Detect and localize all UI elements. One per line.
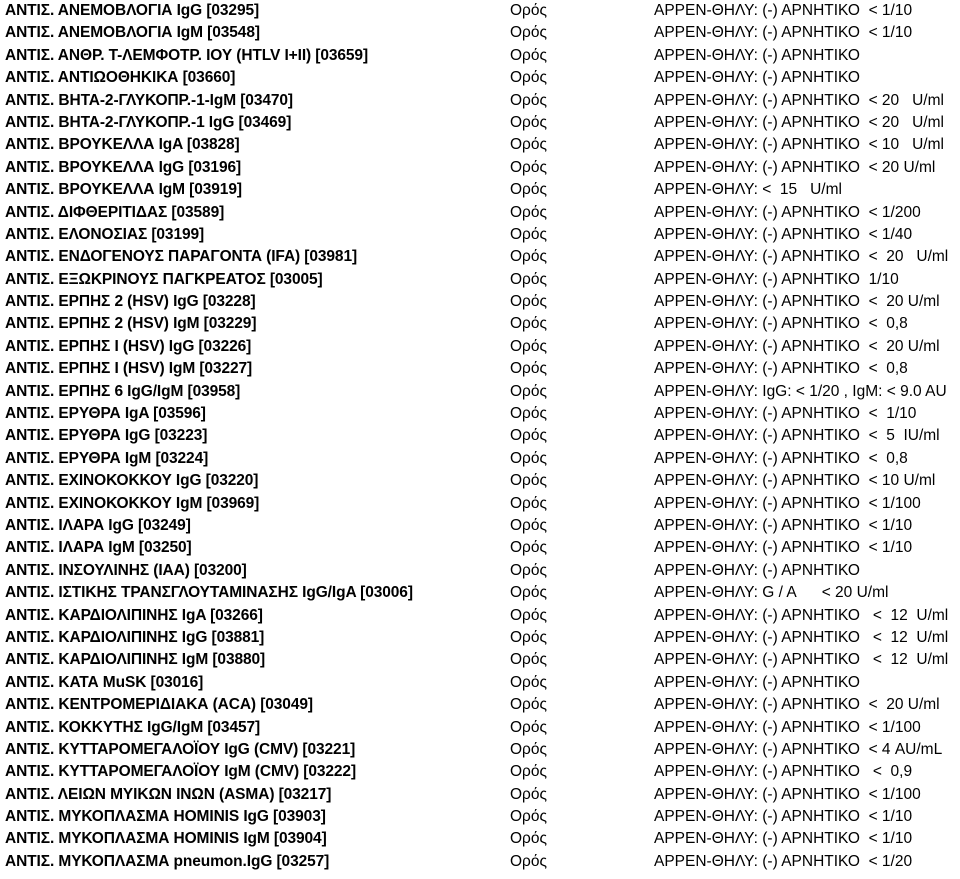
table-row — [0, 627, 960, 649]
test-name: ΑΝΤΙΣ. ΒΗΤΑ-2-ΓΛΥΚΟΠΡ.-1-IgM [03470] — [5, 91, 293, 109]
sample-type: Ορός — [510, 673, 547, 691]
test-name: ΑΝΤΙΣ. ΕΛΟΝΟΣΙΑΣ [03199] — [5, 225, 205, 243]
test-name: ΑΝΤΙΣ. ΑΝΕΜΟΒΛΟΓΙΑ IgM [03548] — [5, 24, 260, 42]
reference-range: ΑΡΡΕΝ-ΘΗΛΥ: (-) ΑΡΝΗΤΙΚΟ < 1/10 — [654, 830, 913, 848]
sample-type: Ορός — [510, 808, 547, 826]
sample-type: Ορός — [510, 852, 547, 870]
table-row — [0, 784, 960, 806]
test-name: ΑΝΤΙΣ. ΒΡΟΥΚΕΛΛΑ IgA [03828] — [5, 136, 240, 154]
table-row — [0, 582, 960, 604]
sample-type: Ορός — [510, 785, 547, 803]
table-row — [0, 90, 960, 112]
table-row — [0, 806, 960, 828]
reference-range: ΑΡΡΕΝ-ΘΗΛΥ: (-) ΑΡΝΗΤΙΚΟ < 1/10 — [654, 405, 917, 423]
table-row — [0, 179, 960, 201]
reference-range: ΑΡΡΕΝ-ΘΗΛΥ: (-) ΑΡΝΗΤΙΚΟ < 1/20 — [654, 852, 913, 870]
table-row — [0, 313, 960, 335]
sample-type: Ορός — [510, 696, 547, 714]
sample-type: Ορός — [510, 740, 547, 758]
reference-range: ΑΡΡΕΝ-ΘΗΛΥ: (-) ΑΡΝΗΤΙΚΟ < 4 AU/mL — [654, 740, 943, 758]
test-name: ΑΝΤΙΣ. ΕΡΠΗΣ 2 (HSV) IgG [03228] — [5, 293, 256, 311]
table-row — [0, 448, 960, 470]
sample-type: Ορός — [510, 539, 547, 557]
test-name: ΑΝΤΙΣ. ΕΡΥΘΡΑ IgA [03596] — [5, 405, 206, 423]
reference-range: ΑΡΡΕΝ-ΘΗΛΥ: (-) ΑΡΝΗΤΙΚΟ < 20 U/ml — [654, 696, 940, 714]
table-row — [0, 717, 960, 739]
sample-type: Ορός — [510, 382, 547, 400]
table-row — [0, 358, 960, 380]
test-name: ΑΝΤΙΣ. ΜΥΚΟΠΛΑΣΜΑ pneumon.IgG [03257] — [5, 852, 330, 870]
reference-range: ΑΡΡΕΝ-ΘΗΛΥ: (-) ΑΡΝΗΤΙΚΟ < 1/200 — [654, 203, 921, 221]
test-name: ΑΝΤΙΣ. ΕΧΙΝΟΚΟΚΚΟΥ IgM [03969] — [5, 494, 260, 512]
table-row — [0, 381, 960, 403]
test-name: ΑΝΤΙΣ. ΚΥΤΤΑΡΟΜΕΓΑΛΟΪΟΥ IgM (CMV) [03222] — [5, 763, 357, 781]
reference-range: ΑΡΡΕΝ-ΘΗΛΥ: (-) ΑΡΝΗΤΙΚΟ < 1/40 — [654, 225, 913, 243]
sample-type: Ορός — [510, 2, 547, 19]
sample-type: Ορός — [510, 763, 547, 781]
sample-type: Ορός — [510, 136, 547, 154]
test-name: ΑΝΤΙΣ. ΕΡΥΘΡΑ IgM [03224] — [5, 449, 209, 467]
test-name: ΑΝΤΙΣ. ΜΥΚΟΠΛΑΣΜΑ HOMINIS IgM [03904] — [5, 830, 327, 848]
table-row — [0, 493, 960, 515]
reference-range: ΑΡΡΕΝ-ΘΗΛΥ: (-) ΑΡΝΗΤΙΚΟ < 1/10 — [654, 808, 913, 826]
sample-type: Ορός — [510, 69, 547, 87]
sample-type: Ορός — [510, 561, 547, 579]
reference-range: ΑΡΡΕΝ-ΘΗΛΥ: (-) ΑΡΝΗΤΙΚΟ — [654, 46, 860, 64]
reference-range: ΑΡΡΕΝ-ΘΗΛΥ: (-) ΑΡΝΗΤΙΚΟ < 20 U/ml — [654, 293, 940, 311]
test-name: ΑΝΤΙΣ. ΛΕΙΩΝ ΜΥΙΚΩΝ ΙΝΩΝ (ASMA) [03217] — [5, 785, 332, 803]
sample-type: Ορός — [510, 337, 547, 355]
reference-range: ΑΡΡΕΝ-ΘΗΛΥ: (-) ΑΡΝΗΤΙΚΟ < 5 IU/ml — [654, 427, 940, 445]
test-name: ΑΝΤΙΣ. ΑΝΘΡ. Τ-ΛΕΜΦΟΤΡ. ΙΟΥ (HTLV I+II) [03659] — [5, 46, 369, 64]
table-row — [0, 45, 960, 67]
table-row — [0, 403, 960, 425]
reference-range: ΑΡΡΕΝ-ΘΗΛΥ: (-) ΑΡΝΗΤΙΚΟ < 1/100 — [654, 785, 921, 803]
table-row — [0, 112, 960, 134]
reference-range: ΑΡΡΕΝ-ΘΗΛΥ: (-) ΑΡΝΗΤΙΚΟ < 0,8 — [654, 360, 908, 378]
test-name: ΑΝΤΙΣ. ΙΝΣΟΥΛΙΝΗΣ (IAA) [03200] — [5, 561, 247, 579]
sample-type: Ορός — [510, 718, 547, 736]
test-name: ΑΝΤΙΣ. ΔΙΦΘΕΡΙΤΙΔΑΣ [03589] — [5, 203, 225, 221]
reference-range: ΑΡΡΕΝ-ΘΗΛΥ: (-) ΑΡΝΗΤΙΚΟ 1/10 — [654, 270, 899, 288]
table-row — [0, 672, 960, 694]
sample-type: Ορός — [510, 628, 547, 646]
sample-type: Ορός — [510, 449, 547, 467]
table-row — [0, 202, 960, 224]
reference-range: ΑΡΡΕΝ-ΘΗΛΥ: (-) ΑΡΝΗΤΙΚΟ < 0,8 — [654, 315, 908, 333]
reference-range: ΑΡΡΕΝ-ΘΗΛΥ: (-) ΑΡΝΗΤΙΚΟ < 0,9 — [654, 763, 913, 781]
table-row — [0, 0, 960, 22]
test-name: ΑΝΤΙΣ. ΑΝΕΜΟΒΛΟΓΙΑ IgG [03295] — [5, 2, 260, 19]
sample-type: Ορός — [510, 203, 547, 221]
sample-type: Ορός — [510, 270, 547, 288]
sample-type: Ορός — [510, 472, 547, 490]
test-name: ΑΝΤΙΣ. ΙΛΑΡΑ IgM [03250] — [5, 539, 192, 557]
sample-type: Ορός — [510, 225, 547, 243]
test-name: ΑΝΤΙΣ. ΚΟΚΚΥΤΗΣ IgG/IgM [03457] — [5, 718, 261, 736]
table-row — [0, 828, 960, 850]
reference-range: ΑΡΡΕΝ-ΘΗΛΥ: (-) ΑΡΝΗΤΙΚΟ < 20 U/ml — [654, 337, 940, 355]
reference-range: ΑΡΡΕΝ-ΘΗΛΥ: (-) ΑΡΝΗΤΙΚΟ — [654, 561, 860, 579]
table-row — [0, 560, 960, 582]
reference-range: ΑΡΡΕΝ-ΘΗΛΥ: (-) ΑΡΝΗΤΙΚΟ < 0,8 — [654, 449, 908, 467]
sample-type: Ορός — [510, 315, 547, 333]
table-row — [0, 67, 960, 89]
table-row — [0, 425, 960, 447]
test-name: ΑΝΤΙΣ. ΚΑΡΔΙΟΛΙΠΙΝΗΣ IgA [03266] — [5, 606, 263, 624]
test-name: ΑΝΤΙΣ. ΚΕΝΤΡΟΜΕΡΙΔΙΑΚΑ (ACA) [03049] — [5, 696, 313, 714]
sample-type: Ορός — [510, 651, 547, 669]
reference-range: ΑΡΡΕΝ-ΘΗΛΥ: G / A < 20 U/ml — [654, 584, 889, 602]
table-row — [0, 134, 960, 156]
reference-range: ΑΡΡΕΝ-ΘΗΛΥ: (-) ΑΡΝΗΤΙΚΟ < 12 U/ml — [654, 651, 949, 669]
test-name: ΑΝΤΙΣ. ΙΛΑΡΑ IgG [03249] — [5, 516, 191, 534]
test-name: ΑΝΤΙΣ. ΒΡΟΥΚΕΛΛΑ IgM [03919] — [5, 181, 242, 199]
test-name: ΑΝΤΙΣ. ΒΡΟΥΚΕΛΛΑ IgG [03196] — [5, 158, 242, 176]
table-row — [0, 157, 960, 179]
sample-type: Ορός — [510, 360, 547, 378]
sample-type: Ορός — [510, 405, 547, 423]
table-row — [0, 537, 960, 559]
table-row — [0, 515, 960, 537]
table-row — [0, 761, 960, 783]
sample-type: Ορός — [510, 181, 547, 199]
reference-range: ΑΡΡΕΝ-ΘΗΛΥ: (-) ΑΡΝΗΤΙΚΟ < 1/100 — [654, 494, 921, 512]
table-row — [0, 851, 960, 873]
reference-range: ΑΡΡΕΝ-ΘΗΛΥ: (-) ΑΡΝΗΤΙΚΟ < 1/10 — [654, 539, 913, 557]
sample-type: Ορός — [510, 113, 547, 131]
test-name: ΑΝΤΙΣ. ΜΥΚΟΠΛΑΣΜΑ HOMINIS IgG [03903] — [5, 808, 326, 826]
test-name: ΑΝΤΙΣ. ΚΥΤΤΑΡΟΜΕΓΑΛΟΪΟΥ IgG (CMV) [03221] — [5, 740, 356, 758]
test-name: ΑΝΤΙΣ. ΕΧΙΝΟΚΟΚΚΟΥ IgG [03220] — [5, 472, 259, 490]
test-name: ΑΝΤΙΣ. ΚΑΡΔΙΟΛΙΠΙΝΗΣ IgM [03880] — [5, 651, 266, 669]
test-name: ΑΝΤΙΣ. ΙΣΤΙΚΗΣ ΤΡΑΝΣΓΛΟΥΤΑΜΙΝΑΣΗΣ IgG/IgA [03006] — [5, 584, 413, 602]
table-row — [0, 739, 960, 761]
table-row — [0, 291, 960, 313]
reference-range: ΑΡΡΕΝ-ΘΗΛΥ: (-) ΑΡΝΗΤΙΚΟ < 1/10 — [654, 516, 913, 534]
test-name: ΑΝΤΙΣ. ΕΡΥΘΡΑ IgG [03223] — [5, 427, 208, 445]
table-row — [0, 649, 960, 671]
sample-type: Ορός — [510, 293, 547, 311]
reference-range: ΑΡΡΕΝ-ΘΗΛΥ: (-) ΑΡΝΗΤΙΚΟ < 12 U/ml — [654, 606, 949, 624]
table-row — [0, 269, 960, 291]
table-row — [0, 694, 960, 716]
test-name: ΑΝΤΙΣ. ΕΝΔΟΓΕΝΟΥΣ ΠΑΡΑΓΟΝΤΑ (IFA) [03981] — [5, 248, 358, 266]
reference-range: ΑΡΡΕΝ-ΘΗΛΥ: (-) ΑΡΝΗΤΙΚΟ < 1/100 — [654, 718, 921, 736]
table-row — [0, 22, 960, 44]
sample-type: Ορός — [510, 584, 547, 602]
table-row — [0, 605, 960, 627]
reference-range: ΑΡΡΕΝ-ΘΗΛΥ: (-) ΑΡΝΗΤΙΚΟ — [654, 673, 860, 691]
test-name: ΑΝΤΙΣ. ΕΡΠΗΣ 6 IgG/IgM [03958] — [5, 382, 241, 400]
sample-type: Ορός — [510, 830, 547, 848]
test-name: ΑΝΤΙΣ. ΒΗΤΑ-2-ΓΛΥΚΟΠΡ.-1 IgG [03469] — [5, 113, 292, 131]
sample-type: Ορός — [510, 158, 547, 176]
sample-type: Ορός — [510, 427, 547, 445]
sample-type: Ορός — [510, 91, 547, 109]
reference-range: ΑΡΡΕΝ-ΘΗΛΥ: (-) ΑΡΝΗΤΙΚΟ < 20 U/ml — [654, 248, 949, 266]
reference-range: ΑΡΡΕΝ-ΘΗΛΥ: (-) ΑΡΝΗΤΙΚΟ < 20 U/ml — [654, 91, 944, 109]
reference-range: ΑΡΡΕΝ-ΘΗΛΥ: (-) ΑΡΝΗΤΙΚΟ < 20 U/ml — [654, 113, 944, 131]
reference-range: ΑΡΡΕΝ-ΘΗΛΥ: (-) ΑΡΝΗΤΙΚΟ < 12 U/ml — [654, 628, 949, 646]
table-row — [0, 224, 960, 246]
reference-range: ΑΡΡΕΝ-ΘΗΛΥ: (-) ΑΡΝΗΤΙΚΟ < 1/10 — [654, 2, 913, 19]
test-name: ΑΝΤΙΣ. ΕΡΠΗΣ Ι (HSV) IgG [03226] — [5, 337, 252, 355]
sample-type: Ορός — [510, 606, 547, 624]
test-name: ΑΝΤΙΣ. ΕΡΠΗΣ 2 (HSV) IgM [03229] — [5, 315, 257, 333]
reference-range: ΑΡΡΕΝ-ΘΗΛΥ: (-) ΑΡΝΗΤΙΚΟ < 20 U/ml — [654, 158, 936, 176]
test-name: ΑΝΤΙΣ. ΑΝΤΙΩΟΘΗΚΙΚΑ [03660] — [5, 69, 236, 87]
sample-type: Ορός — [510, 46, 547, 64]
sample-type: Ορός — [510, 494, 547, 512]
table-row — [0, 336, 960, 358]
reference-range: ΑΡΡΕΝ-ΘΗΛΥ: (-) ΑΡΝΗΤΙΚΟ < 1/10 — [654, 24, 913, 42]
table-row — [0, 470, 960, 492]
sample-type: Ορός — [510, 248, 547, 266]
test-name: ΑΝΤΙΣ. ΕΞΩΚΡΙΝΟΥΣ ΠΑΓΚΡΕΑΤΟΣ [03005] — [5, 270, 323, 288]
reference-range: ΑΡΡΕΝ-ΘΗΛΥ: (-) ΑΡΝΗΤΙΚΟ — [654, 69, 860, 87]
reference-range: ΑΡΡΕΝ-ΘΗΛΥ: (-) ΑΡΝΗΤΙΚΟ < 10 U/ml — [654, 472, 936, 490]
sample-type: Ορός — [510, 24, 547, 42]
test-name: ΑΝΤΙΣ. ΕΡΠΗΣ Ι (HSV) IgM [03227] — [5, 360, 253, 378]
test-name: ΑΝΤΙΣ. ΚΑΤΑ MuSK [03016] — [5, 673, 204, 691]
reference-range: ΑΡΡΕΝ-ΘΗΛΥ: (-) ΑΡΝΗΤΙΚΟ < 10 U/ml — [654, 136, 944, 154]
reference-range: ΑΡΡΕΝ-ΘΗΛΥ: < 15 U/ml — [654, 181, 842, 199]
test-name: ΑΝΤΙΣ. ΚΑΡΔΙΟΛΙΠΙΝΗΣ IgG [03881] — [5, 628, 265, 646]
sample-type: Ορός — [510, 516, 547, 534]
table-row — [0, 246, 960, 268]
reference-range: ΑΡΡΕΝ-ΘΗΛΥ: IgG: < 1/20 , IgM: < 9.0 AU — [654, 382, 947, 400]
